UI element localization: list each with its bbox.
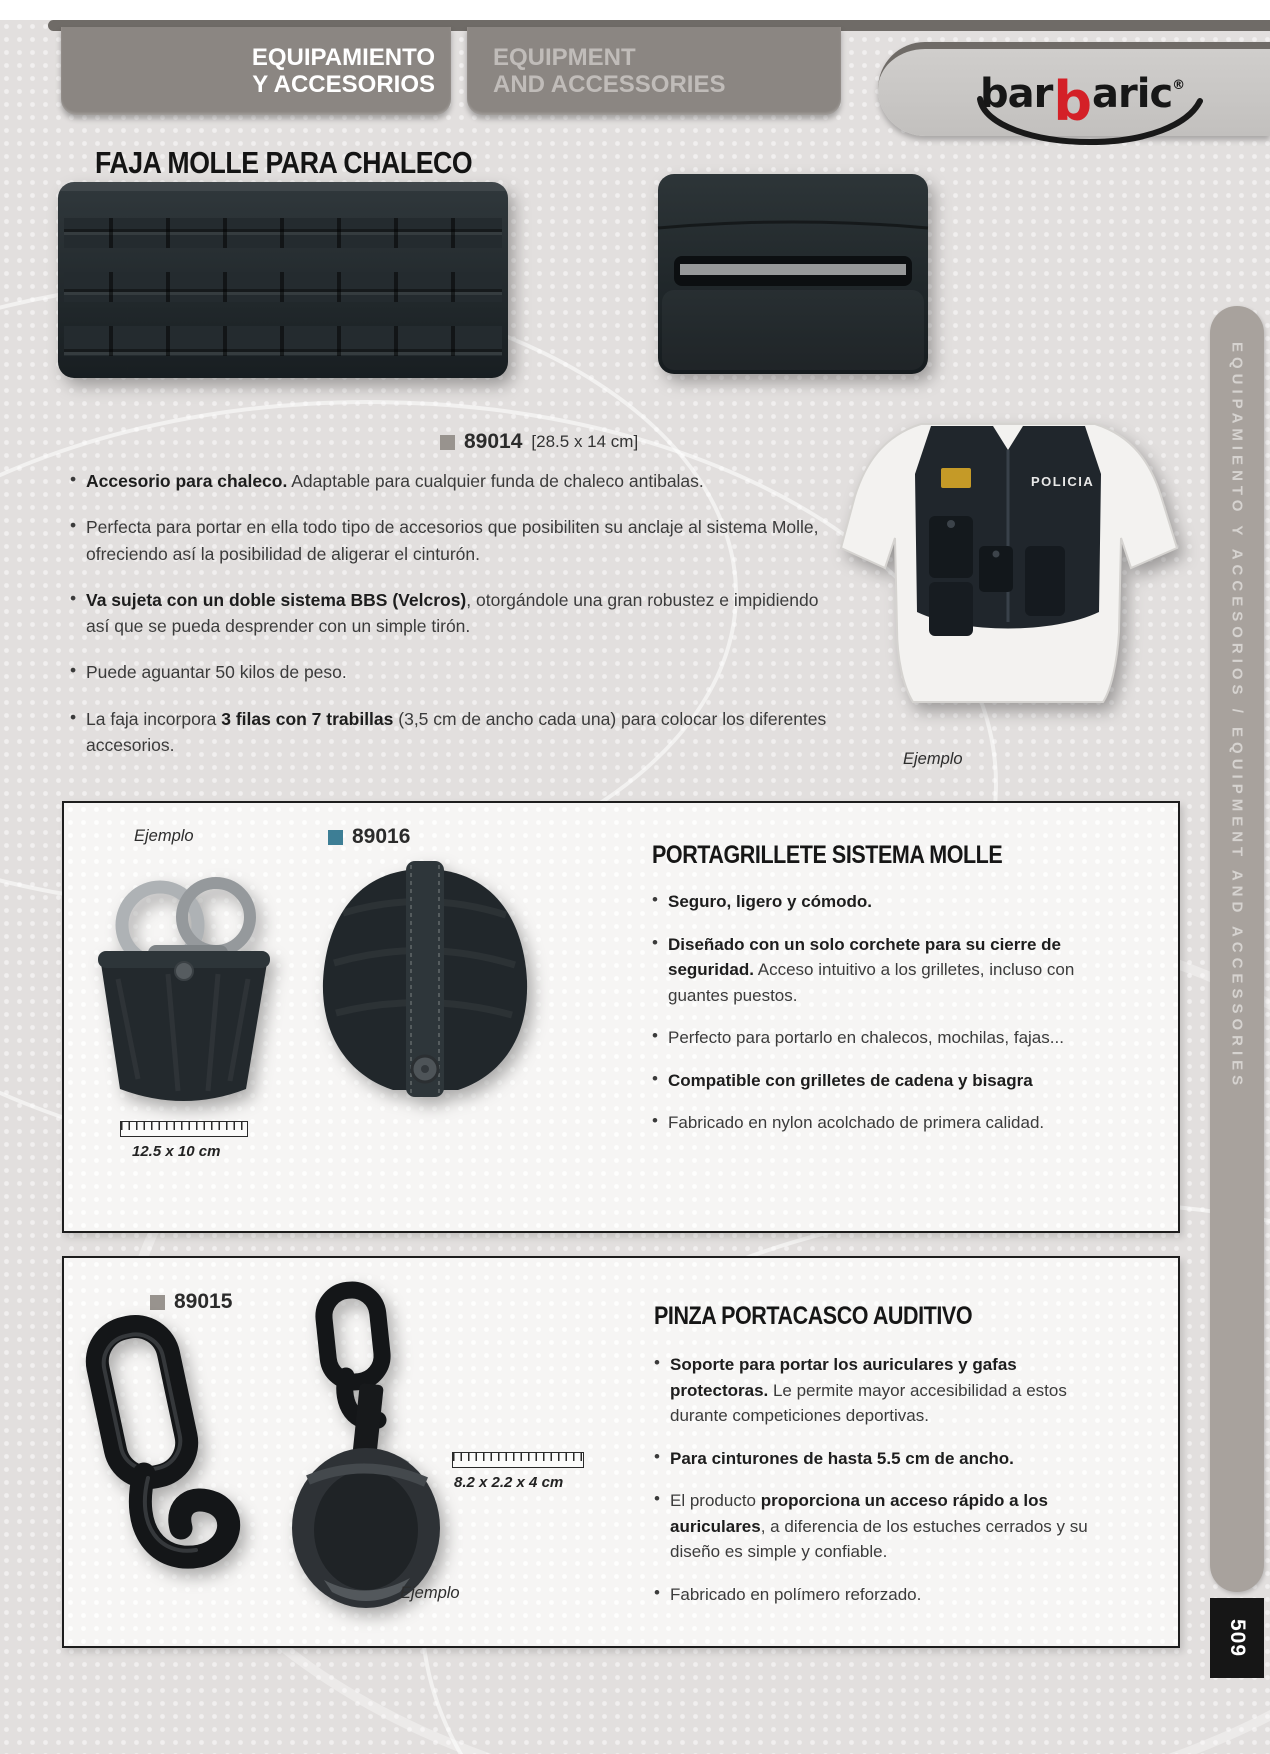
section2-title-text: PORTAGRILLETE SISTEMA MOLLE bbox=[652, 841, 1003, 869]
bullet-text: Perfecta para portar en ella todo tipo de accesorios que posibiliten su anclaje al sistema Molle, ofreciendo así la posibilidad de aligerar el cinturón. bbox=[86, 517, 819, 564]
ref-square-icon bbox=[328, 830, 343, 845]
bullet-item bbox=[652, 1446, 1110, 1472]
logo-text-aric: aric bbox=[1092, 71, 1173, 117]
header-en-line1: EQUIPMENT bbox=[493, 43, 636, 71]
bullet-item bbox=[68, 514, 830, 567]
header-en-line2: AND ACCESSORIES bbox=[493, 71, 726, 98]
header-es-line1: EQUIPAMIENTO bbox=[251, 43, 435, 71]
logo-text-b-red: b bbox=[1053, 70, 1092, 133]
section3-title-text: PINZA PORTACASCO AUDITIVO bbox=[654, 1302, 973, 1330]
bullet-text-bold: Accesorio para chaleco. bbox=[86, 471, 288, 491]
bullet-item bbox=[652, 1582, 1110, 1608]
bullet-item bbox=[68, 468, 830, 494]
section2-bullet-list bbox=[650, 889, 1108, 1136]
logo-text-bar: bar bbox=[980, 71, 1053, 117]
ref-number: 89014 bbox=[464, 430, 523, 453]
section3-box bbox=[62, 1256, 1180, 1648]
header-title-en bbox=[467, 27, 841, 115]
bullet-text-bold: Va sujeta con un doble sistema BBS (Velcros) bbox=[86, 589, 467, 610]
product-ref-89016 bbox=[328, 825, 410, 849]
example-caption-1: Ejemplo bbox=[903, 750, 963, 768]
ref-dimensions: [28.5 x 14 cm] bbox=[531, 432, 639, 451]
sidebar-band bbox=[1210, 306, 1264, 1592]
page-number: 509 bbox=[1226, 1618, 1249, 1658]
ruler-label: 12.5 x 10 cm bbox=[132, 1143, 221, 1160]
registered-mark: ® bbox=[1172, 78, 1185, 93]
page-number-box bbox=[1210, 1598, 1264, 1678]
product-photo-clip-1 bbox=[72, 1298, 260, 1593]
ref-number: 89015 bbox=[174, 1290, 233, 1313]
bullet-item bbox=[650, 1025, 1108, 1051]
bullet-text-bold: Seguro, ligero y cómodo. bbox=[668, 892, 873, 911]
bullet-text: El producto bbox=[670, 1491, 761, 1510]
header-title-es bbox=[61, 27, 451, 115]
bullet-item bbox=[650, 1068, 1108, 1094]
bullet-item bbox=[650, 1110, 1108, 1136]
ref-square-icon bbox=[440, 435, 455, 450]
bullet-text: , a diferencia de los estuches cerrados y su diseño es simple y confiable. bbox=[670, 1516, 1088, 1561]
vest-badge-text: POLICIA bbox=[1031, 474, 1095, 489]
bullet-text: Le permite mayor accesibilidad a estos durante competiciones deportivas. bbox=[670, 1380, 1067, 1425]
bullet-item bbox=[68, 706, 830, 759]
bullet-text: Fabricado en polímero reforzado. bbox=[670, 1584, 922, 1604]
bullet-item bbox=[68, 587, 830, 640]
bullet-text: Adaptable para cualquier funda de chaleco antibalas. bbox=[287, 471, 704, 491]
section2-title bbox=[652, 841, 1059, 870]
logo-plate bbox=[878, 42, 1270, 136]
product-ref-89014 bbox=[440, 430, 638, 454]
ref-number: 89016 bbox=[352, 825, 411, 848]
bullet-text: La faja incorpora bbox=[86, 708, 222, 729]
section3-bullet-list bbox=[652, 1352, 1110, 1607]
bullet-text-bold: Diseñado con un solo corchete para su cierre de seguridad. bbox=[668, 934, 1062, 979]
bullet-text: Perfecto para portarlo en chalecos, mochilas, fajas... bbox=[668, 1028, 1064, 1047]
header-es-line2: Y ACCESORIOS bbox=[252, 71, 435, 98]
bullet-text-bold: proporciona un acceso rápido a los auriculares bbox=[670, 1491, 1048, 1536]
bullet-text: Puede aguantar 50 kilos de peso. bbox=[86, 662, 347, 683]
section1-title-text: FAJA MOLLE PARA CHALECO bbox=[95, 145, 473, 180]
bullet-text-bold: Para cinturones de hasta 5.5 cm de ancho. bbox=[670, 1448, 1014, 1468]
product-photo-cuff-pouch-closed bbox=[298, 853, 550, 1113]
section2-box bbox=[62, 801, 1180, 1233]
ruler-icon bbox=[120, 1121, 248, 1137]
logo-swoosh-icon bbox=[974, 95, 1206, 147]
bullet-text: (3,5 cm de ancho cada una) para colocar los diferentes accesorios. bbox=[86, 708, 827, 755]
section1-bullet-list bbox=[68, 468, 830, 758]
section3-title bbox=[654, 1302, 1024, 1331]
ruler-icon bbox=[452, 1452, 584, 1468]
product-photo-molle-panel bbox=[52, 172, 514, 388]
bullet-item bbox=[650, 932, 1108, 1009]
example-caption-2: Ejemplo bbox=[134, 827, 194, 845]
bullet-item bbox=[650, 889, 1108, 915]
product-photo-vest-example bbox=[833, 396, 1185, 728]
bullet-text-bold: 3 filas con 7 trabillas bbox=[221, 708, 394, 729]
bullet-text: , otorgándole una gran robustez e impidiendo así que se pueda desprender con un simple tirón. bbox=[86, 589, 819, 636]
product-photo-folded-panel bbox=[648, 158, 938, 390]
product-photo-cuff-pouch-open bbox=[78, 859, 290, 1111]
ruler-label: 8.2 x 2.2 x 4 cm bbox=[454, 1474, 564, 1491]
bullet-item bbox=[68, 659, 830, 685]
example-caption-3: Ejemplo bbox=[400, 1584, 460, 1602]
sidebar-vertical-text: EQUIPAMIENTO Y ACCESORIOS / EQUIPMENT AND ACCESSORIES bbox=[1228, 342, 1246, 1091]
bullet-item bbox=[652, 1352, 1110, 1429]
bullet-text-bold: Soporte para portar los auriculares y gafas protectoras. bbox=[670, 1355, 1017, 1400]
bullet-text-bold: Compatible con grilletes de cadena y bisagra bbox=[668, 1070, 1033, 1090]
bullet-item bbox=[652, 1488, 1110, 1565]
product-photo-clip-with-earmuff bbox=[260, 1280, 470, 1616]
bullet-text: Acceso intuitivo a los grilletes, incluso con guantes puestos. bbox=[668, 960, 1075, 1005]
bullet-text: Fabricado en nylon acolchado de primera calidad. bbox=[668, 1113, 1045, 1132]
